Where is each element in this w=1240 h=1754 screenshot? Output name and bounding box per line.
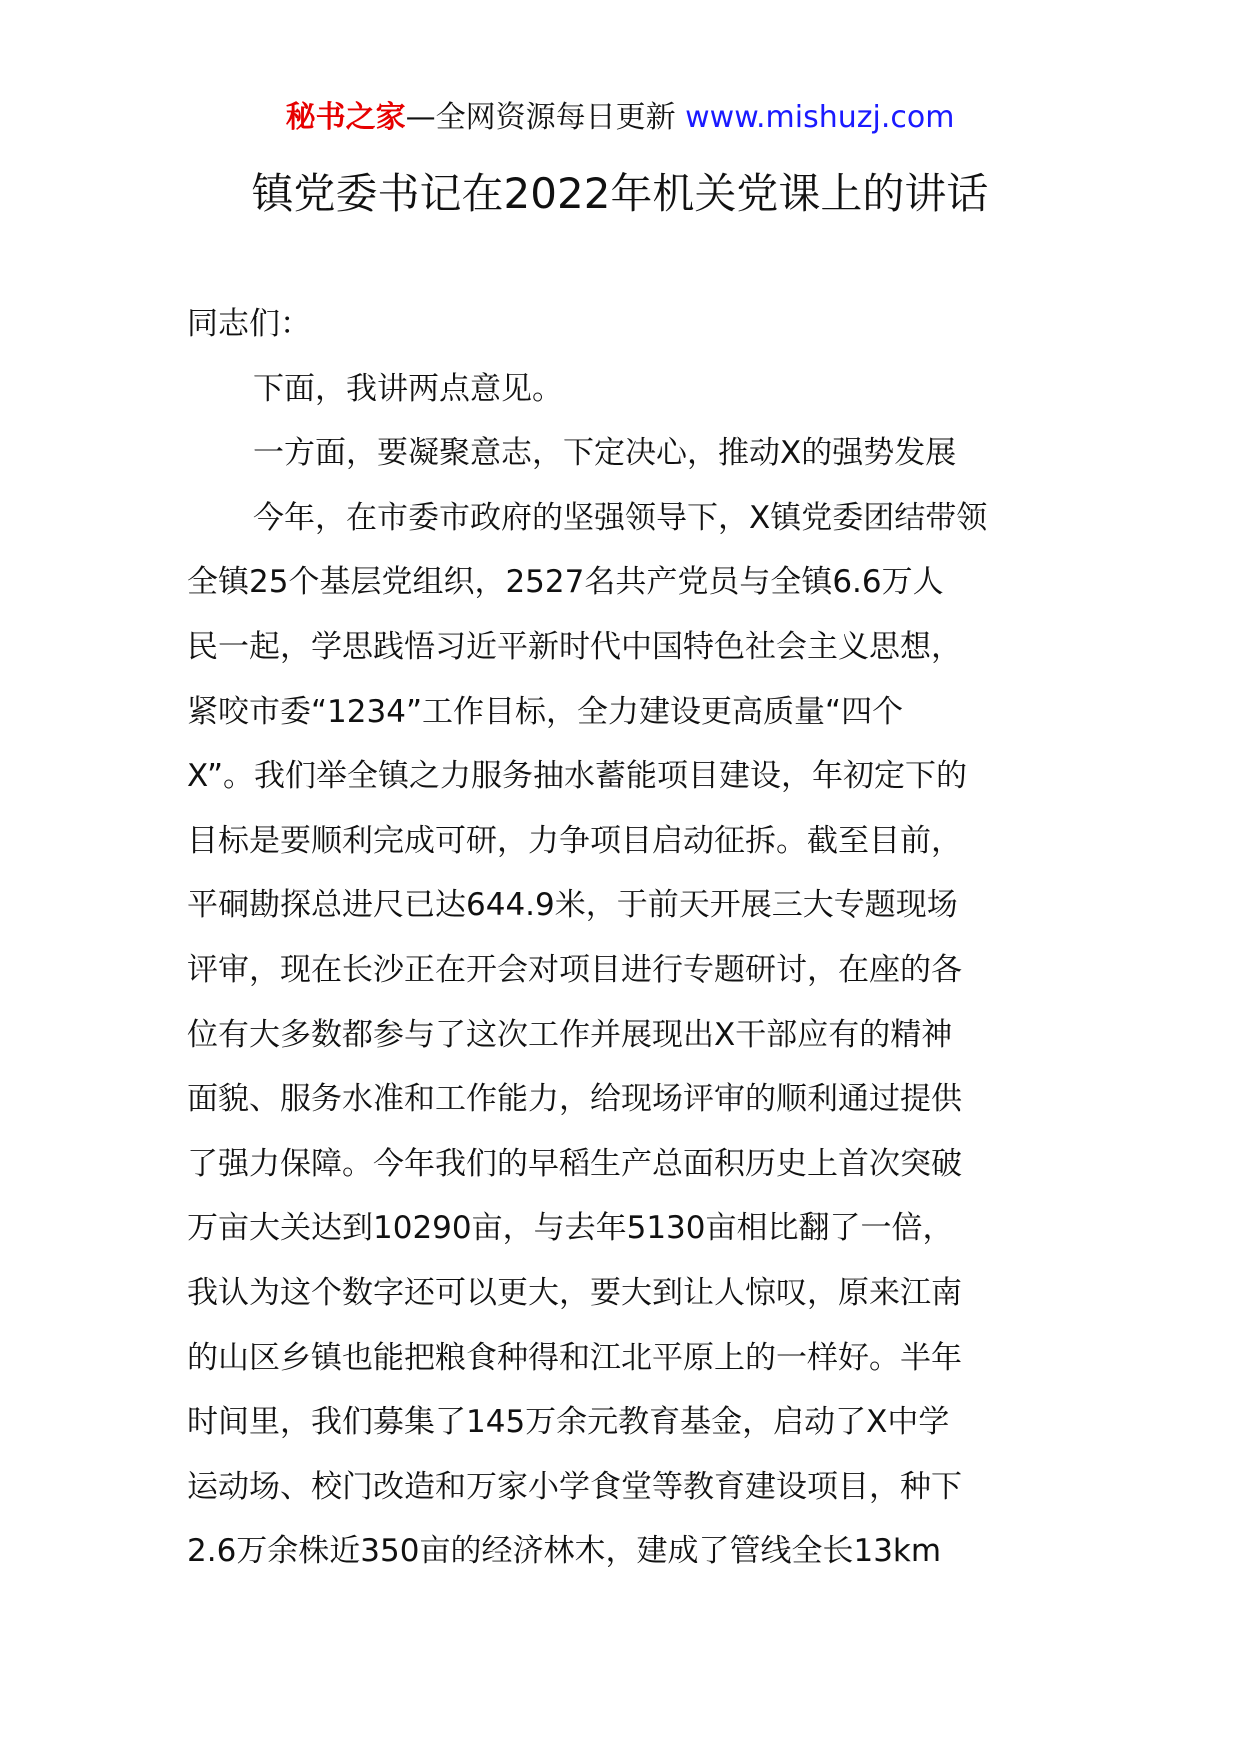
paragraph-line: 今年，在市委市政府的坚强领导下，X镇党委团结带领	[253, 499, 988, 536]
section-heading: 一方面，要凝聚意志，下定决心，推动X的强势发展	[253, 435, 957, 472]
site-url-link[interactable]: www.mishuzj.com	[685, 100, 955, 135]
paragraph-line: 万亩大关达到10290亩，与去年5130亩相比翻了一倍，	[187, 1210, 954, 1247]
paragraph-line: 面貌、服务水准和工作能力，给现场评审的顺利通过提供	[187, 1081, 962, 1118]
header-slogan: —全网资源每日更新	[405, 100, 676, 135]
paragraph-line: 平硐勘探总进尺已达644.9米，于前天开展三大专题现场	[187, 887, 958, 924]
paragraph-line: 了强力保障。今年我们的早稻生产总面积历史上首次突破	[187, 1145, 962, 1182]
paragraph-line: 运动场、校门改造和万家小学食堂等教育建设项目，种下	[187, 1468, 962, 1505]
brand-name: 秘书之家	[285, 100, 406, 135]
paragraph-line: 民一起，学思践悟习近平新时代中国特色社会主义思想，	[187, 628, 962, 665]
paragraph-line: 下面，我讲两点意见。	[253, 370, 563, 407]
salutation-line: 同志们：	[187, 306, 311, 342]
document-title: 镇党委书记在2022年机关党课上的讲话	[251, 169, 989, 218]
paragraph-line: 的山区乡镇也能把粮食种得和江北平原上的一样好。半年	[187, 1339, 962, 1376]
paragraph-line: 全镇25个基层党组织，2527名共产党员与全镇6.6万人	[187, 564, 944, 601]
paragraph-line: 2.6万余株近350亩的经济林木，建成了管线全长13km	[187, 1533, 942, 1570]
paragraph-line: X”。我们举全镇之力服务抽水蓄能项目建设，年初定下的	[187, 758, 968, 795]
document-body	[187, 292, 1057, 1584]
site-header	[0, 98, 1240, 138]
paragraph-line: 时间里，我们募集了145万余元教育基金，启动了X中学	[187, 1404, 950, 1441]
paragraph-line: 评审，现在长沙正在开会对项目进行专题研讨，在座的各	[187, 951, 962, 988]
paragraph-line: 我认为这个数字还可以更大，要大到让人惊叹，原来江南	[187, 1274, 962, 1311]
paragraph-line: 紧咬市委“1234”工作目标，全力建设更高质量“四个	[187, 693, 904, 730]
paragraph-line: 位有大多数都参与了这次工作并展现出X干部应有的精神	[187, 1016, 953, 1053]
paragraph-line: 目标是要顺利完成可研，力争项目启动征拆。截至目前，	[187, 822, 962, 859]
